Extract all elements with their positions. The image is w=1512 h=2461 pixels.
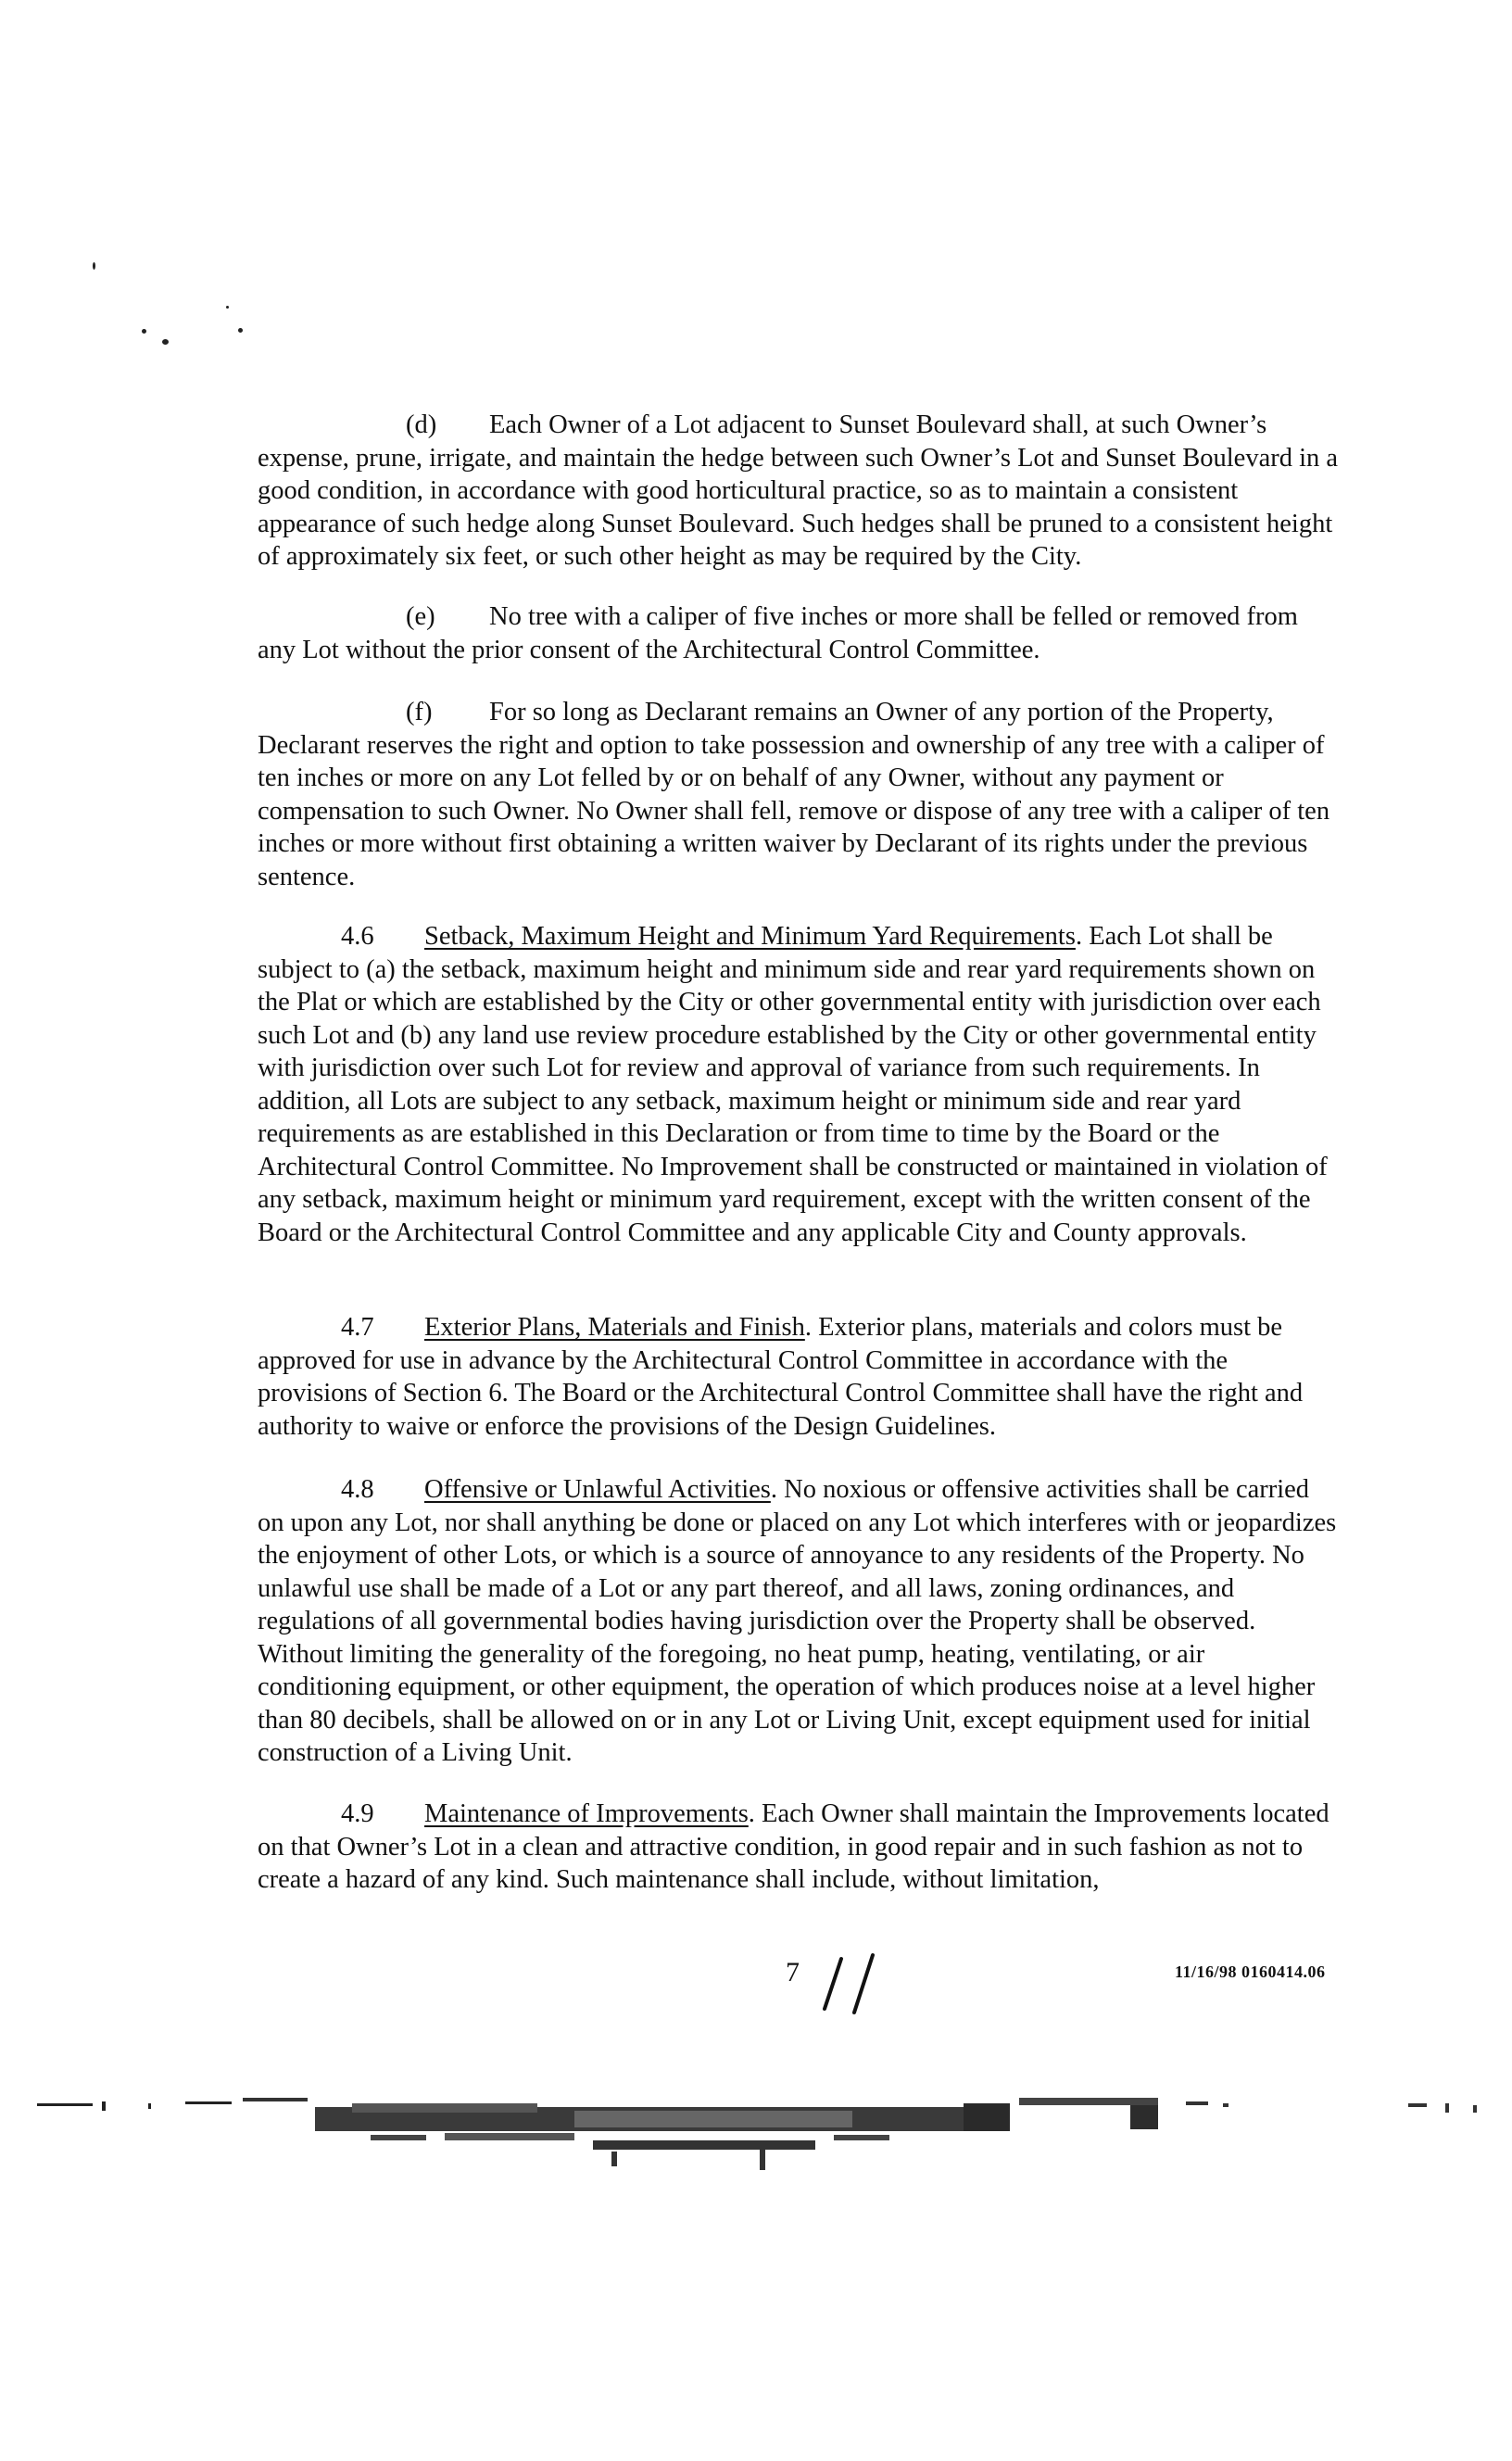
section-4-8 xyxy=(258,1473,1340,1770)
section-body: . No noxious or offensive activities shall be carried on upon any Lot, nor shall anything be done or placed on any Lot which interferes with or jeopardizes the enjoyment of other Lots, or which is a source of annoyance to any residents of the Property. No unlawful use shall be made of a Lot or any part thereof, and all laws, zoning ordinances, and regulations of all governmental bodies having jurisdiction over the Property shall be observed. Without limiting the generality of the foregoing, no heat pump, heating, ventilating, or air conditioning equipment, or other equipment, the operation of which produces noise at a level higher than 80 decibels, shall be allowed on or in any Lot or Living Unit, except equipment used for initial construction of a Living Unit. xyxy=(258,1475,1337,1767)
subparagraph-text: For so long as Declarant remains an Owner of any portion of the Property, Declarant reserves the right and option to take possession and ownership of any tree with a caliper of ten inches or more on any Lot felled by or on behalf of any Owner, without any payment or compensation to such Owner. No Owner shall fell, remove or dispose of any tree with a caliper of ten inches or more without first obtaining a written waiver by Declarant of its rights under the previous sentence. xyxy=(258,698,1330,891)
section-heading: Exterior Plans, Materials and Finish xyxy=(424,1313,805,1342)
section-number: 4.7 xyxy=(341,1313,374,1342)
subparagraph-e xyxy=(258,600,1340,666)
section-body: . Exterior plans, materials and colors must be approved for use in advance by the Architectural Control Committee in accordance with the provisions of Section 6. The Board or the Architectural Control Committee shall have the right and authority to waive or enforce the provisions of the Design Guidelines. xyxy=(258,1313,1304,1441)
section-number: 4.6 xyxy=(341,922,374,951)
scan-speck xyxy=(93,262,95,270)
subparagraph-label: (e) xyxy=(406,602,435,631)
document-code: 11/16/98 0160414.06 xyxy=(1175,1962,1326,1981)
section-heading: Setback, Maximum Height and Minimum Yard Requirements xyxy=(424,922,1076,951)
scan-artifact-band xyxy=(0,2076,1512,2177)
handwritten-initials xyxy=(815,1951,899,2016)
section-heading: Maintenance of Improvements xyxy=(424,1799,749,1828)
section-number: 4.8 xyxy=(341,1475,374,1504)
scan-speck xyxy=(226,306,229,309)
subparagraph-label: (f) xyxy=(406,698,433,726)
page-number: 7 xyxy=(786,1957,800,1988)
scan-speck xyxy=(238,328,243,333)
section-body: . Each Owner shall maintain the Improvements located on that Owner’s Lot in a clean and attractive condition, in good repair and in such fashion as not to create a hazard of any kind. Such maintenance shall include, without limitation, xyxy=(258,1799,1329,1894)
section-4-9 xyxy=(258,1798,1340,1897)
page-footer xyxy=(0,1957,1512,2022)
subparagraph-text: Each Owner of a Lot adjacent to Sunset Boulevard shall, at such Owner’s expense, prune, irrigate, and maintain the hedge between such Owner’s Lot and Sunset Boulevard in a good condition, in accordance with good horticultural practice, so as to maintain a consistent appearance of such hedge along Sunset Boulevard. Such hedges shall be pruned to a consistent height of approximately six feet, or such other height as may be required by the City. xyxy=(258,410,1339,571)
section-number: 4.9 xyxy=(341,1799,374,1828)
subparagraph-f xyxy=(258,696,1340,893)
subparagraph-label: (d) xyxy=(406,410,437,439)
section-body: . Each Lot shall be subject to (a) the setback, maximum height and minimum side and rear yard requirements shown on the Plat or which are established by the City or other governmental entity with jurisdiction over each such Lot and (b) any land use review procedure established by the City or other governmental entity with jurisdiction over such Lot for review and approval of variance from such requirements. In addition, all Lots are subject to any setback, maximum height or minimum side and rear yard requirements as are established in this Declaration or from time to time by the Board or the Architectural Control Committee. No Improvement shall be constructed or maintained in violation of any setback, maximum height or minimum yard requirement, except with the written consent of the Board or the Architectural Control Committee and any applicable City and County approvals. xyxy=(258,922,1328,1247)
scan-speck xyxy=(162,339,169,345)
section-4-6 xyxy=(258,920,1340,1249)
section-4-7 xyxy=(258,1311,1340,1443)
scan-speck xyxy=(142,329,146,334)
subparagraph-d xyxy=(258,409,1340,574)
section-heading: Offensive or Unlawful Activities xyxy=(424,1475,771,1504)
subparagraph-text: No tree with a caliper of five inches or more shall be felled or removed from any Lot without the prior consent of the Architectural Control Committee. xyxy=(258,602,1298,664)
